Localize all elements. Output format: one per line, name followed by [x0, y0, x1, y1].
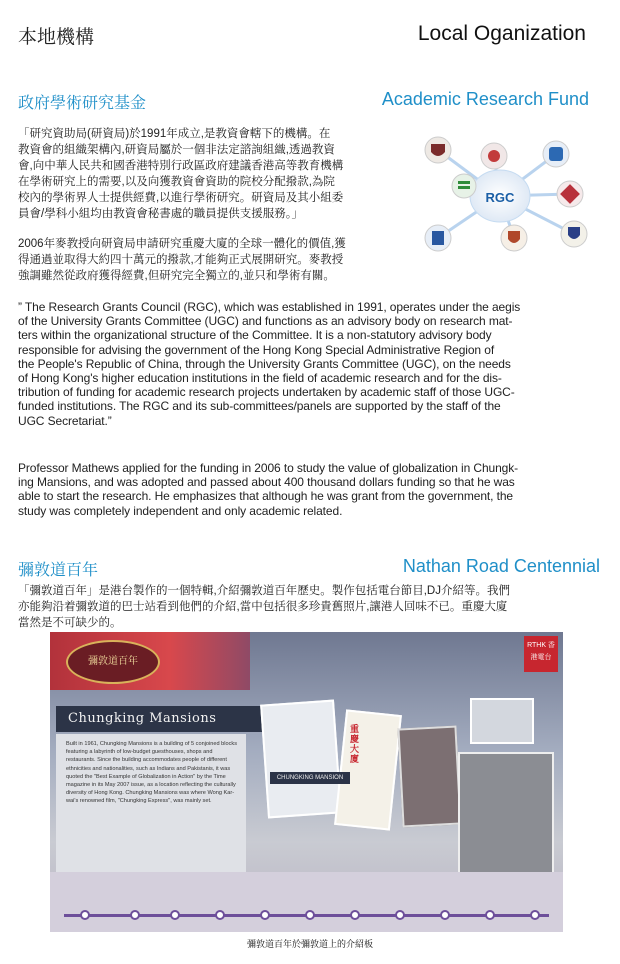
text-line: 會,向中華人民共和國香港特別行政區政府建議香港高等教育機構	[18, 160, 344, 172]
text-line: 當然是不可缺少的。	[18, 617, 122, 629]
page-header-zh: 本地機構	[18, 27, 95, 48]
institution-logo-icon	[481, 143, 507, 169]
board-text: Built in 1961, Chungking Mansions is a building of 5 conjoined blocks featuring a labyrinth of low-budget guesthouses, shops and restaurants. Since the building accommodates people of different ethnicities and nationalities, such as Indians and Pakistanis, it was quoted the "Best Example of Globalization in Action" by the Time magazine in its May 2007 issue, as a location reflecting the culturally diversity of Hong Kong. Chungking Mansions was where Wong Kar-wai's renowned film, "Chungking Express", was mainly set.	[56, 734, 246, 872]
text-line: ing Mansions, and was adopted and passed about 400 thousand dollars funding so that he was	[18, 475, 515, 490]
text-line: 得通過並取得大約四十萬元的撥款,才能夠正式展開研究。麥教授	[18, 254, 344, 266]
institution-logo-icon	[425, 137, 451, 163]
text-line: responsible for advising the government of the Hong Kong Special Administrative Region of	[18, 342, 495, 357]
text-line: 「彌敦道百年」是港台製作的一個特輯,介紹彌敦道百年歷史。製作包括電台節目,DJ介紹等。我們	[18, 585, 510, 597]
text-line: able to start the research. He emphasizes that although he was grant from the government, the	[18, 489, 513, 504]
text-line: of Hong Kong's higher education institutions in the field of academic research and for the dis-	[18, 371, 502, 386]
institution-logo-icon	[452, 174, 476, 198]
text-line: 亦能夠沿着彌敦道的巴士站看到他們的介紹,當中包括很多珍貴舊照片,讓港人回味不已。重慶大廈	[18, 601, 508, 613]
text-line: 強調雖然從政府獲得經費,但研究完全獨立的,並只和學術有關。	[18, 270, 335, 282]
timeline-stop	[305, 910, 315, 920]
text-line: UGC Secretariat.”	[18, 413, 112, 428]
text-line: of the University Grants Committee (UGC) and functions as an advisory body on research mat-	[18, 314, 513, 329]
rgc-diagram	[420, 128, 600, 258]
section-title-en: Nathan Road Centennial	[402, 556, 600, 576]
text-line: Professor Mathews applied for the funding in 2006 to study the value of globalization in Chungk-	[18, 461, 519, 475]
nathan-road-description-zh	[18, 583, 608, 631]
board-photo-caption: 彌敦道百年於彌敦道上的介紹板	[246, 939, 373, 949]
board-photo	[397, 726, 461, 828]
text-line: 員會/學科小組均由教資會秘書處的職員提供支援服務。」	[18, 208, 303, 220]
text-line: 校內的學術界人士提供經費,以進行學術研究。研資局及其小組委	[18, 192, 344, 204]
mathews-funding-en	[18, 461, 602, 518]
institution-logo-icon	[557, 181, 583, 207]
text-line: study was completely independent and only academic related.	[18, 503, 343, 518]
section-title-zh: 政府學術研究基金	[18, 95, 147, 112]
board-sub-label: CHUNGKING MANSION	[270, 772, 350, 784]
mathews-funding-zh	[18, 236, 410, 284]
text-line: ters within the organizational structure of the Committee. It is a non-statutory advisory body	[18, 328, 492, 343]
timeline-stop	[530, 910, 540, 920]
institution-logo-icon	[561, 221, 587, 247]
text-line: ” The Research Grants Council (RGC), which was established in 1991, operates under the aegis	[18, 300, 521, 314]
institution-logo-icon	[543, 141, 569, 167]
timeline-stop	[260, 910, 270, 920]
board-logo: 彌敦道百年	[66, 640, 160, 684]
section-title-en: Academic Research Fund	[381, 89, 589, 109]
text-line: tribution of funding for academic research projects undertaken by academic staff of those UGC-	[18, 385, 515, 400]
timeline-stop	[440, 910, 450, 920]
board-title: Chungking Mansions	[56, 706, 264, 732]
text-line: funded institutions. The RGC and its sub-committees/panels are supported by the staff of the	[18, 399, 501, 414]
text-line: 「研究資助局(研資局)於1991年成立,是教資會轄下的機構。在	[18, 128, 331, 140]
board-vertical-text: 重慶大廈	[350, 724, 360, 764]
section-title-zh: 彌敦道百年	[18, 562, 99, 579]
board-photo	[470, 698, 534, 744]
rgc-label: RGC	[485, 190, 515, 205]
rgc-description-en	[18, 300, 602, 428]
institution-logo-icon	[501, 225, 527, 251]
text-line: the People's Republic of China, through the University Grants Committee (UGC), on the needs	[18, 356, 511, 371]
timeline-stop	[80, 910, 90, 920]
timeline-stop	[485, 910, 495, 920]
institution-logo-icon	[425, 225, 451, 251]
text-line: 在學術研究上的需要,以及向獲教資會資助的院校分配撥款,為院	[18, 176, 335, 188]
page-header-en: Local Oganization	[417, 22, 586, 45]
timeline-stop	[170, 910, 180, 920]
timeline-stop	[395, 910, 405, 920]
timeline-stop	[350, 910, 360, 920]
rgc-description-zh	[18, 126, 410, 222]
nathan-road-board-photo	[50, 632, 563, 932]
board-timeline	[50, 872, 563, 932]
board-photo	[260, 700, 342, 819]
text-line: 教資會的組織架構內,研資局屬於一個非法定諮詢組織,透過教資	[18, 144, 335, 156]
text-line: 2006年麥教授向研資局申請研究重慶大廈的全球一體化的價值,獲	[18, 238, 346, 250]
timeline-stop	[130, 910, 140, 920]
rthk-tag: RTHK 香港電台	[524, 636, 558, 672]
timeline-stop	[215, 910, 225, 920]
